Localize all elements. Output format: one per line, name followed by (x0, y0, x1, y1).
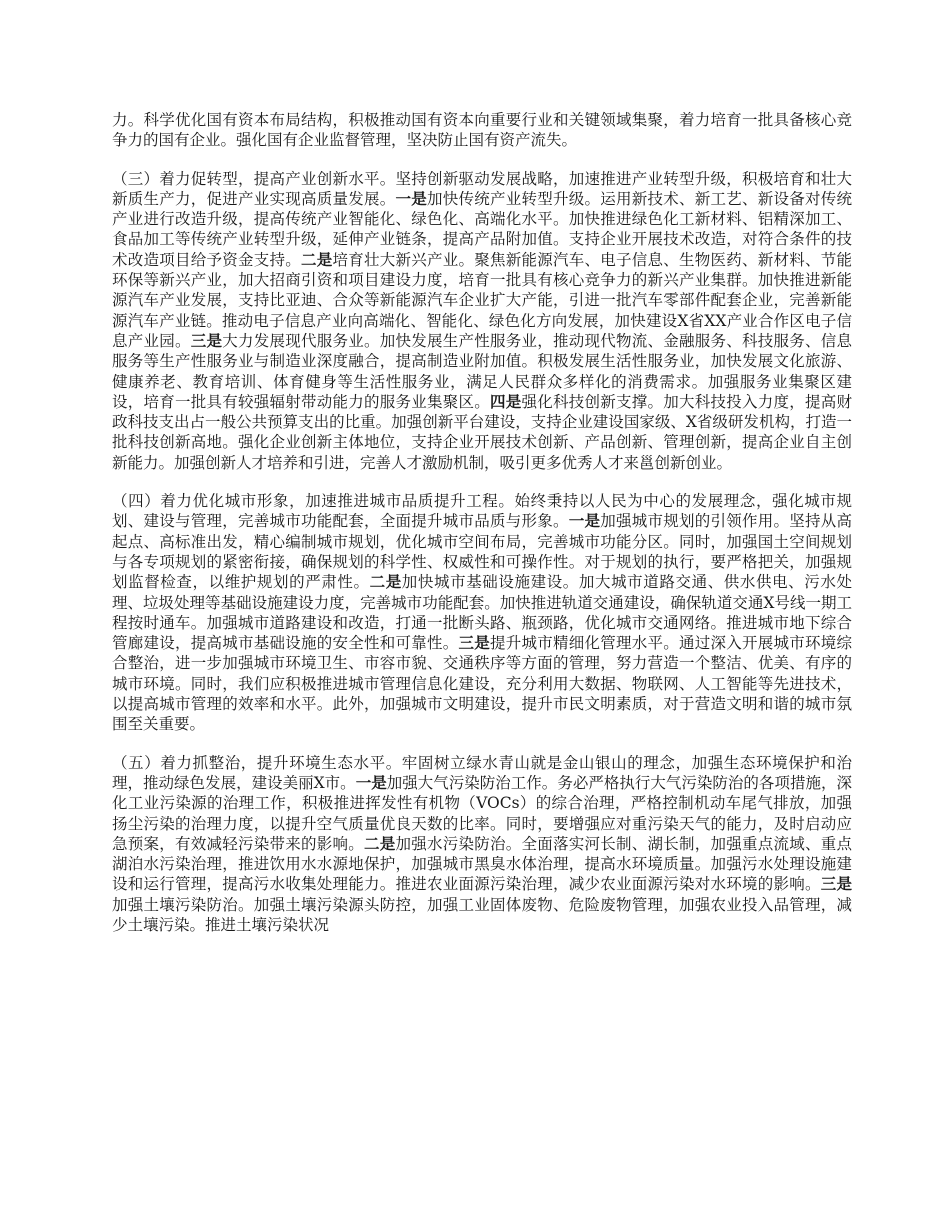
bold-marker: 一是 (395, 188, 427, 208)
bold-marker: 一是 (355, 772, 387, 792)
paragraph-city-image (112, 491, 852, 735)
paragraph-environment (112, 753, 852, 936)
bold-marker: 二是 (301, 249, 333, 269)
text-segment: 加强大气污染防治工作。务必严格执行大气污染防治的各项措施，深化工业污染源的治理工作，积极推进挥发性有机物（VOCs）的综合治理，严格控制机动车尾气排放，加强扬尘污染的治理力度，以提升空气质量优良天数的比率。同时，要增强应对重污染天气的能力，及时启动应急预案，有效减轻污染带来的影响。 (112, 773, 852, 853)
bold-marker: 二是 (369, 572, 402, 592)
text-segment: 加快传统产业转型升级。运用新技术、新工艺、新设备对传统产业进行改造升级，提高传统产业智能化、绿色化、高端化水平。加快推进绿色化工新材料、铝精深加工、食品加工等传统产业转型升级，延伸产业链条，提高产品附加值。支持企业开展技术改造，对符合条件的技术改造项目给予资金支持。 (112, 189, 852, 269)
text-segment: 培育壮大新兴产业。聚焦新能源汽车、电子信息、生物医药、新材料、节能环保等新兴产业，加大招商引资和项目建设力度，培育一批具有核心竞争力的新兴产业集群。加快推进新能源汽车产业发展，支持比亚迪、合众等新能源汽车企业扩大产能，引进一批汽车零部件配套企业，完善新能源汽车产业链。推动电子信息产业向高端化、智能化、绿色化方向发展，加快建设X省XX产业合作区电子信息产业园。 (112, 250, 852, 350)
bold-marker: 四是 (489, 391, 522, 411)
bold-marker: 一是 (568, 511, 601, 531)
text-segment: 加快城市基础设施建设。加大城市道路交通、供水供电、污水处理、垃圾处理等基础设施建设力度，完善城市功能配套。加快推进轨道交通建设，确保轨道交通X号线一期工程按时通车。加强城市道路建设和改造，打通一批断头路、瓶颈路，优化城市交通网络。推进城市地下综合管廊建设，提高城市基础设施的安全性和可靠性。 (112, 573, 852, 653)
text-segment: 强化科技创新支撑。加大科技投入力度，提高财政科技支出占一般公共预算支出的比重。加强创新平台建设，支持企业建设国家级、X省级研发机构，打造一批科技创新高地。强化企业创新主体地位，支持企业开展技术创新、产品创新、管理创新，提高企业自主创新能力。加强创新人才培养和引进，完善人才激励机制，吸引更多优秀人才来邕创新创业。 (112, 392, 852, 472)
text-segment: 大力发展现代服务业。加快发展生产性服务业，推动现代物流、金融服务、科技服务、信息服务等生产性服务业与制造业深度融合，提高制造业附加值。积极发展生活性服务业，加快发展文化旅游、健康养老、教育培训、体育健身等生活性服务业，满足人民群众多样化的消费需求。加强服务业集聚区建设，培育一批具有较强辐射带动能力的服务业集聚区。 (112, 331, 852, 411)
text-segment: （三）着力促转型，提高产业创新水平。坚持创新驱动发展战略，加速推进产业转型升级，积极培育和壮大新质生产力，促进产业实现高质量发展。 (112, 169, 852, 208)
bold-marker: 三是 (190, 330, 223, 350)
text-segment: 力。科学优化国有资本布局结构，积极推动国有资本向重要行业和关键领域集聚，着力培育一批具备核心竞争力的国有企业。强化国有企业监督管理，坚决防止国有资产流失。 (112, 111, 852, 150)
text-segment: 加强土壤污染防治。加强土壤污染源头防控，加强工业固体废物、危险废物管理，加强农业投入品管理，减少土壤污染。推进土壤污染状况 (112, 895, 852, 934)
paragraph-state-capital (112, 110, 852, 151)
text-segment: （四）着力优化城市形象，加速推进城市品质提升工程。始终秉持以人民为中心的发展理念，强化城市规划、建设与管理，完善城市功能配套，全面提升城市品质与形象。 (112, 492, 852, 531)
text-segment: （五）着力抓整治，提升环境生态水平。牢固树立绿水青山就是金山银山的理念，加强生态环境保护和治理，推动绿色发展，建设美丽X市。 (112, 753, 852, 792)
bold-marker: 二是 (364, 833, 396, 853)
text-segment: 提升城市精细化管理水平。通过深入开展城市环境综合整治，进一步加强城市环境卫生、市容市貌、交通秩序等方面的管理，努力营造一个整洁、优美、有序的城市环境。同时，我们应积极推进城市管理信息化建设，充分利用大数据、物联网、人工智能等先进技术，以提高城市管理的效率和水平。此外，加强城市文明建设，提升市民文明素质，对于营造文明和谐的城市氛围至关重要。 (112, 634, 852, 734)
text-segment: 加强水污染防治。全面落实河长制、湖长制，加强重点流域、重点湖泊水污染治理，推进饮用水水源地保护，加强城市黑臭水体治理，提高水环境质量。加强污水处理设施建设和运行管理，提高污水收集处理能力。推进农业面源污染治理，减少农业面源污染对水环境的影响。 (112, 834, 852, 894)
bold-marker: 三是 (820, 874, 852, 894)
paragraph-industry-transformation (112, 169, 852, 473)
text-segment: 加强城市规划的引领作用。坚持从高起点、高标准出发，精心编制城市规划，优化城市空间布局，完善城市功能分区。同时，加强国土空间规划与各专项规划的紧密衔接，确保规划的科学性、权威性和可操作性。对于规划的执行，要严格把关，加强规划监督检查，以维护规划的严肃性。 (112, 512, 852, 592)
document-body (112, 110, 852, 953)
bold-marker: 三是 (458, 633, 490, 653)
